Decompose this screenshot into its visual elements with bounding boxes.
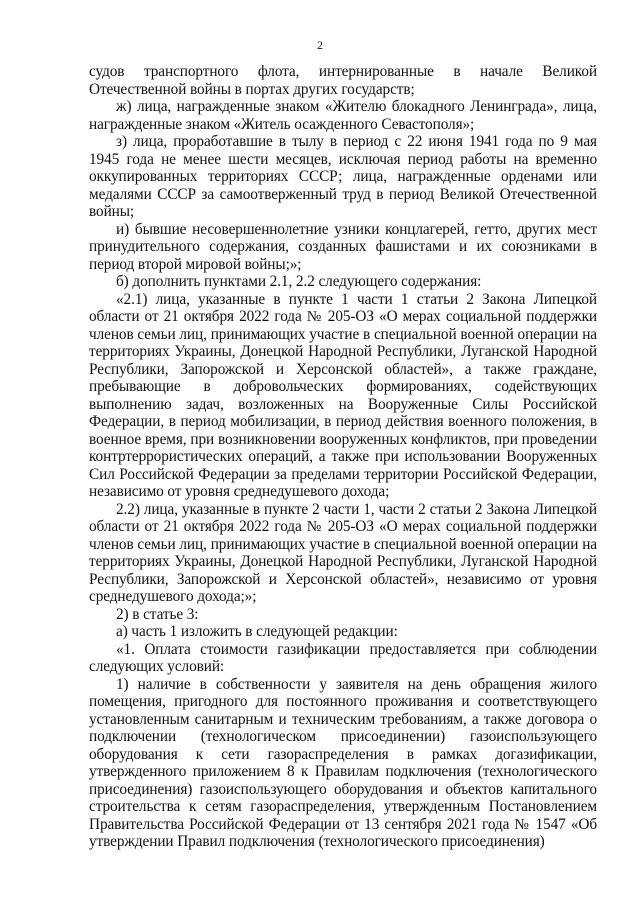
- paragraph: а) часть 1 изложить в следующей редакции:: [116, 623, 398, 640]
- paragraph: судов транспортного флота, интернированные в начале Великой Отечественной войны в портах других государств;: [89, 63, 597, 98]
- document-body: [89, 63, 597, 851]
- paragraph: «2.1) лица, указанные в пункте 1 части 1 статьи 2 Закона Липецкой области от 21 октября 2022 года № 205-ОЗ «О мерах социальной поддержки членов семьи лиц, принимающих участие в специальной военной операции на территориях Украины, Донецкой Народной Республики, Луганской Народной Республики, Запорожской и Херсонской областей», а также граждане, пребывающие в добровольческих формированиях, содействующих выполнению задач, возложенных на Вооруженные Силы Российской Федерации, в период мобилизации, в период действия военного положения, в военное время, при возникновении вооруженных конфликтов, при проведении контртеррористических операций, а также при использовании Вооруженных Сил Российской Федерации за пределами территории Российской Федерации, независимо от уровня среднедушевого дохода;: [89, 290, 597, 500]
- paragraph: «1. Оплата стоимости газификации предоставляется при соблюдении следующих условий:: [89, 640, 597, 675]
- paragraph: б) дополнить пунктами 2.1, 2.2 следующего содержания:: [116, 273, 482, 290]
- paragraph: 2.2) лица, указанные в пункте 2 части 1, части 2 статьи 2 Закона Липецкой области от 21 октября 2022 года № 205-ОЗ «О мерах социальной поддержки членов семьи лиц, принимающих участие в специальной военной операции на территориях Украины, Донецкой Народной Республики, Луганской Народной Республики, Запорожской и Херсонской областей», независимо от уровня среднедушевого дохода;»;: [89, 500, 597, 605]
- page-number: 2: [317, 38, 323, 52]
- paragraph: ж) лица, награжденные знаком «Жителю блокадного Ленинграда», лица, награжденные знаком «Житель осажденного Севастополя»;: [89, 98, 597, 133]
- paragraph: з) лица, проработавшие в тылу в период с 22 июня 1941 года по 9 мая 1945 года не менее шести месяцев, исключая период работы на временно оккупированных территориях СССР; лица, награжденные орденами или медалями СССР за самоотверженный труд в период Великой Отечественной войны;: [89, 133, 597, 220]
- paragraph: и) бывшие несовершеннолетние узники концлагерей, гетто, других мест принудительного содержания, созданных фашистами и их союзниками в период второй мировой войны;»;: [89, 220, 597, 273]
- paragraph: 1) наличие в собственности у заявителя на день обращения жилого помещения, пригодного для постоянного проживания и соответствующего установленным санитарным и техническим требованиям, а также договора о подключении (технологическом присоединении) газоиспользующего оборудования к сети газораспределения в рамках догазификации, утвержденного приложением 8 к Правилам подключения (технологического присоединения) газоиспользующего оборудования и объектов капитального строительства к сетям газораспределения, утвержденным Постановлением Правительства Российской Федерации от 13 сентября 2021 года № 1547 «Об утверждении Правил подключения (технологического присоединения): [89, 675, 597, 850]
- paragraph: 2) в статье 3:: [116, 605, 199, 623]
